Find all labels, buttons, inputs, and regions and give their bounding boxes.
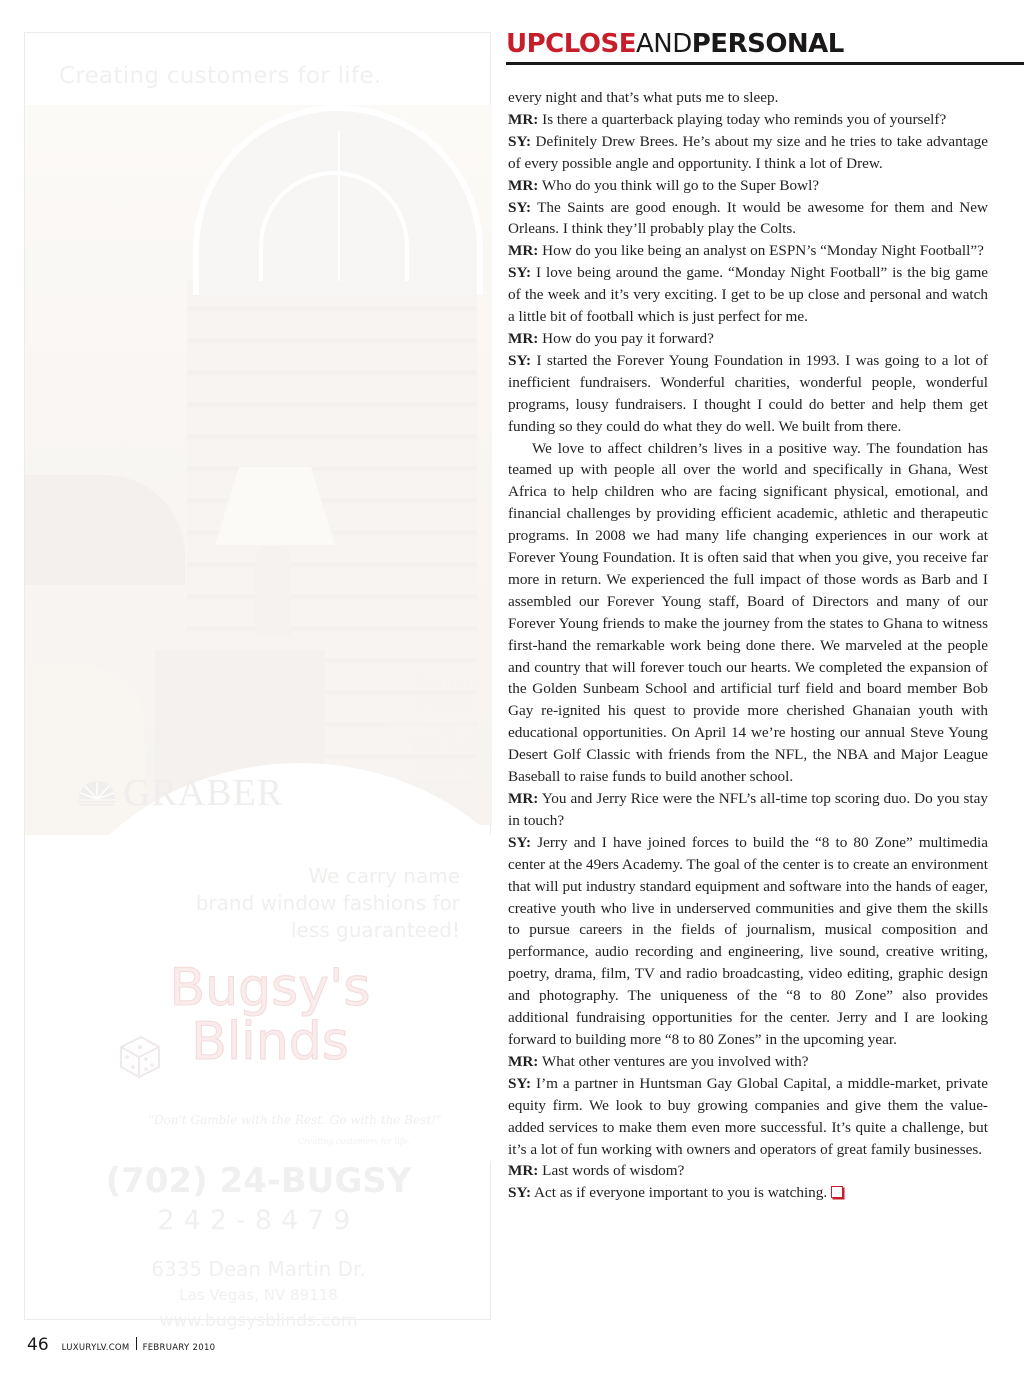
article-paragraph (508, 87, 988, 109)
logo-line: Bugsy's (169, 958, 371, 1018)
article-paragraph (508, 197, 988, 241)
speaker-label: SY: (508, 833, 532, 851)
article-paragraph (508, 262, 988, 328)
article-paragraph (508, 1051, 988, 1073)
speaker-label: SY: (508, 264, 532, 282)
section-header (506, 28, 1024, 65)
article-paragraph (508, 109, 988, 131)
ad-phone: (702) 24-BUGSY (105, 1161, 412, 1201)
speaker-label: MR: (508, 110, 539, 128)
speaker-label: SY: (508, 1184, 532, 1202)
paragraph-text: The Saints are good enough. It would be awesome for them and New Orleans. I think they’ll probably play the Colts. (508, 198, 988, 238)
article-paragraph (508, 240, 988, 262)
arched-window-image (193, 105, 483, 295)
ad-slogan-sub: Creating customers for life. (297, 1137, 410, 1146)
paragraph-text: Is there a quarterback playing today who reminds you of yourself? (538, 110, 947, 128)
article-body (508, 87, 988, 1204)
speaker-label: SY: (508, 198, 532, 216)
end-of-article-icon (831, 1186, 843, 1198)
ad-website: www.bugsysblinds.com (159, 1311, 358, 1331)
paragraph-text: Definitely Drew Brees. He’s about my size and he tries to take advantage of every possible angle and opportunity. I think a lot of Drew. (508, 132, 988, 172)
article-paragraph (508, 175, 988, 197)
paragraph-text: Jerry and I have joined forces to build the “8 to 80 Zone” multimedia center at the 49ers Academy. The goal of the center is to create an environment that will put industry standard equipment and software into the hands of eager, creative youth who live in underserved communities and give them the skills to pursue careers in the fields of journalism, musical composition and performance, audio recording and engineering, live sound, creative writing, poetry, drama, film, TV and radio broadcasting, video editing, graphic design and photography. The uniqueness of the “8 to 80 Zone” also provides additional fundraising opportunities for the center. Jerry and I are looking forward to building more “8 to 80 Zones” in the upcoming year. (508, 833, 988, 1048)
paragraph-text: Act as if everyone important to you is watching. (531, 1184, 828, 1202)
header-personal: PERSONAL (691, 29, 844, 59)
article-paragraph (508, 131, 988, 175)
logo-line: Blinds (191, 1012, 349, 1072)
bugsys-blinds-logo (145, 958, 395, 1072)
graber-sunburst-icon (75, 779, 119, 807)
carry-line: We carry name (308, 864, 460, 888)
paragraph-text: I started the Forever Young Foundation in 1993. I was going to a lot of inefficient fundraisers. Wonderful charities, wonderful people, wonderful programs, lousy fundraisers. I thought I could do better and help them get funding so they could do what they do well. We built from there. (508, 351, 988, 435)
graber-wordmark: GRABER (123, 772, 284, 814)
dice-icon (113, 1029, 165, 1081)
speaker-label: MR: (508, 176, 539, 194)
article-paragraph (508, 438, 988, 789)
graber-logo (75, 771, 283, 815)
article-paragraph (508, 350, 988, 438)
paragraph-text: How do you pay it forward? (538, 329, 714, 347)
article-paragraph (508, 788, 988, 832)
paragraph-text: What other ventures are you involved with? (538, 1052, 809, 1070)
promo-line: window (411, 757, 476, 777)
speaker-label: SY: (508, 132, 532, 150)
footer-divider (136, 1337, 137, 1350)
speaker-label: MR: (508, 329, 539, 347)
paragraph-text: I’m a partner in Huntsman Gay Global Capital, a middle-market, private equity firm. We look to buy growing companies and give them the value-added services to make them even more successful. It’s quite a challenge, but it’s a lot of fun working with owners and operators of great family businesses. (508, 1074, 988, 1158)
paragraph-text: Who do you think will go to the Super Bowl? (538, 176, 820, 194)
article-paragraph (508, 1073, 988, 1161)
speaker-label: MR: (508, 242, 539, 260)
promo-line: $99 per (409, 736, 476, 756)
ad-promo-text (366, 673, 476, 778)
article-paragraph (508, 1160, 988, 1182)
ad-address-street: 6335 Dean Martin Dr. (151, 1257, 366, 1281)
promo-line: Shades (413, 694, 476, 714)
page-footer (27, 1335, 215, 1355)
paragraph-text: I love being around the game. “Monday Night Football” is the big game of the week and it’s very exciting. I get to be up close and personal and watch a little bit of football which is just perfect for me. (508, 264, 988, 326)
speaker-label: MR: (508, 1052, 539, 1070)
speaker-label: MR: (508, 790, 539, 807)
speaker-label: SY: (508, 351, 532, 369)
ad-slogan: "Don't Gamble with the Rest. Go with the Best!" (148, 1113, 442, 1127)
article-paragraph (508, 328, 988, 350)
speaker-label: SY: (508, 1074, 532, 1092)
promo-line: starting at (387, 715, 476, 735)
paragraph-text: Last words of wisdom? (538, 1162, 685, 1180)
headboard-image (25, 475, 185, 585)
advertisement (24, 32, 491, 1331)
article-paragraph (508, 1182, 988, 1204)
paragraph-text: We love to affect children’s lives in a positive way. The foundation has teamed up with people all over the world and specifically in Ghana, West Africa to help children who are facing significant physical, emotional, and financial challenges by providing efficient academic, athletic and therapeutic programs. In 2008 we had many life changing experiences in our work at Forever Young Foundation. It is often said that when you give, you receive far more in return. We experienced the full impact of those words as Barb and I assembled our Forever Young staff, Board of Directors and many of our Forever Young friends to make the journey from the states to Ghana to witness first-hand the remarkable work being done there. We marveled at the people and country that will forever touch our hearts. We completed the expansion of the Golden Sunbeam School and artificial turf field and board member Bob Gay re-ignited his quest to provide more cherished Ghanaian youth with educational opportunities. On April 14 we’re hosting our annual Steve Young Desert Golf Classic with friends from the NFL, the NBA and Major League Baseball to raise funds to build another school. (508, 439, 988, 786)
promo-line: Roman (416, 673, 476, 693)
header-and: AND (635, 29, 692, 59)
article-paragraph (508, 832, 988, 1051)
paragraph-text: How do you like being an analyst on ESPN’s “Monday Night Football”? (538, 242, 984, 260)
ad-phone-digits: 242-8479 (157, 1205, 360, 1236)
speaker-label: MR: (508, 1162, 539, 1180)
ad-carry-text (140, 863, 460, 944)
lamp-base-image (255, 547, 291, 637)
ad-address-city: Las Vegas, NV 89118 (179, 1286, 338, 1304)
footer-site: LUXURYLV.COM (61, 1343, 130, 1353)
carry-line: less guaranteed! (290, 918, 460, 942)
carry-line: brand window fashions for (195, 891, 460, 915)
ad-tagline: Creating customers for life. (59, 63, 382, 89)
paragraph-text: You and Jerry Rice were the NFL’s all-time top scoring duo. Do you stay in touch? (508, 790, 988, 829)
page-number: 46 (27, 1335, 49, 1355)
header-upclose: UPCLOSE (506, 29, 636, 59)
footer-date: FEBRUARY 2010 (142, 1343, 216, 1353)
paragraph-text: every night and that’s what puts me to sleep. (508, 89, 779, 106)
